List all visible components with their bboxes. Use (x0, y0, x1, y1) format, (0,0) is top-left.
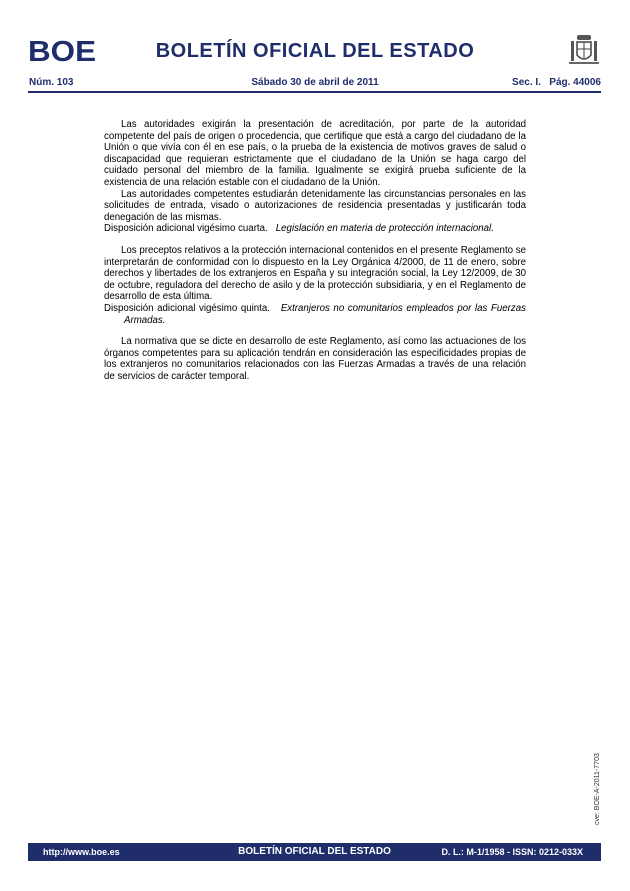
section-page: Sec. I. Pág. 44006 (512, 77, 601, 88)
paragraph: La normativa que se dicte en desarrollo de este Reglamento, así como las actuaciones de los órganos competentes para su aplicación tendrán en consideración las especificidades propias de los extranjeros no comunitarios relacionados con las Fuerzas Armadas a través de una relación de servicios de carácter temporal. (104, 336, 526, 382)
paragraph: Las autoridades exigirán la presentación de acreditación, por parte de la autoridad competente del país de origen o procedencia, que certifique que está a cargo del ciudadano de la Unión o que vivía con él en ese país, o la prueba de la existencia de motivos graves de salud o discapacidad que requieran estrictamente que el ciudadano de la Unión se haga cargo del cuidado personal del miembro de la familia. Igualmente se exigirá prueba suficiente de la existencia de una relación estable con el ciudadano de la Unión. (104, 119, 526, 188)
footer-url-link[interactable]: http://www.boe.es (43, 847, 120, 857)
footer-bar (28, 843, 601, 861)
disposition-heading (104, 303, 526, 326)
disposition-label: Disposición adicional vigésimo cuarta. (104, 223, 268, 235)
boe-logo-text: BOE (28, 36, 96, 64)
header-rule (28, 91, 601, 93)
document-body (104, 119, 526, 382)
paragraph: Las autoridades competentes estudiarán detenidamente las circunstancias personales en las solicitudes de entrada, visado o autorizaciones de residencia presentadas y justificarán toda denegación de las mismas. (104, 188, 526, 223)
disposition-heading (104, 223, 526, 235)
issue-number: Núm. 103 (29, 77, 74, 88)
disposition-label: Disposición adicional vigésimo quinta. (104, 302, 270, 314)
disposition-title: Legislación en materia de protección internacional. (275, 223, 494, 235)
issue-date: Sábado 30 de abril de 2011 (251, 77, 379, 88)
coat-of-arms-icon (567, 33, 601, 67)
disposition-title: Extranjeros no comunitarios empleados por las Fuerzas Armadas. (124, 302, 526, 326)
page-title: BOLETÍN OFICIAL DEL ESTADO (155, 40, 475, 62)
boe-logo (28, 36, 96, 64)
footer-legal: D. L.: M-1/1958 - ISSN: 0212-033X (441, 847, 583, 857)
cve-identifier: cve: BOE-A-2011-7703 (594, 753, 601, 825)
paragraph: Los preceptos relativos a la protección internacional contenidos en el presente Reglamento se interpretarán de conformidad con lo dispuesto en la Ley Orgánica 4/2000, de 11 de enero, sobre derechos y libertades de los extranjeros en España y su integración social, la Ley 12/2009, de 30 de octubre, reguladora del derecho de asilo y de la protección subsidiaria, y en el Reglamento de desarrollo de esta última. (104, 244, 526, 303)
footer-title: BOLETÍN OFICIAL DEL ESTADO (238, 846, 391, 857)
